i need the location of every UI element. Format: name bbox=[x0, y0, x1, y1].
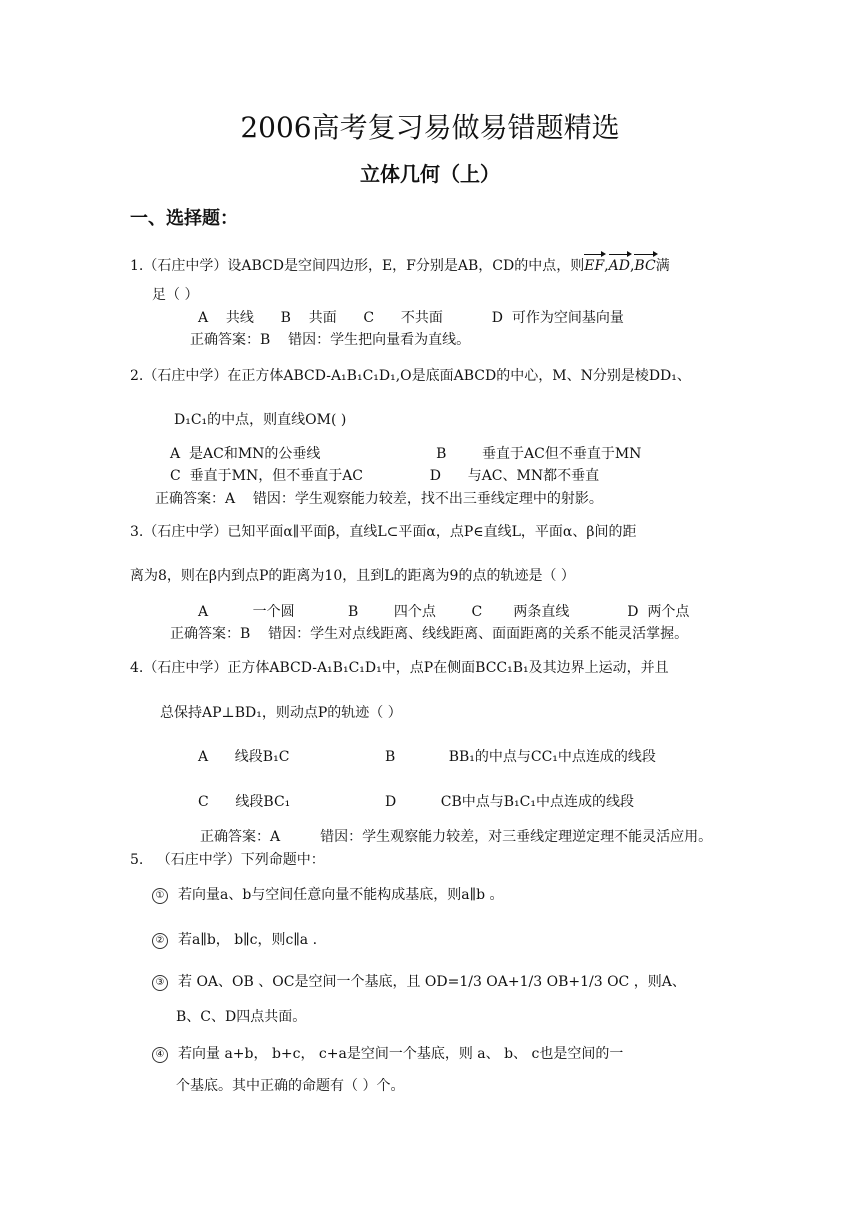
q1-stem-end: 满 bbox=[655, 258, 670, 274]
q5-proposition-3 bbox=[152, 972, 686, 992]
proposition-2-number: ② bbox=[152, 933, 168, 949]
proposition-3-number: ③ bbox=[152, 975, 168, 991]
q3-answer: 正确答案：B 错因：学生对点线距离、线线距离、面面距离的关系不能灵活掌握。 bbox=[170, 626, 689, 642]
q1-answer: 正确答案：B 错因：学生把向量看为直线。 bbox=[190, 332, 471, 348]
q3-stem-cont: 离为8，则在β内到点P的距离为10，且到L的距离为9的点的轨迹是（ ） bbox=[130, 568, 575, 584]
q4-option-a: A 线段B₁C bbox=[198, 749, 290, 765]
proposition-4-number: ④ bbox=[152, 1047, 168, 1063]
document-subtitle: 立体几何（上） bbox=[360, 162, 500, 186]
proposition-1-text: 若向量a、b与空间任意向量不能构成基底，则a∥b 。 bbox=[178, 887, 504, 903]
q4-option-d: D CB中点与B₁C₁中点连成的线段 bbox=[385, 794, 634, 810]
q5-proposition-2 bbox=[152, 930, 317, 950]
q3-stem: 3.（石庄中学）已知平面α∥平面β，直线L⊂平面α，点P∈直线L，平面α、β间的距 bbox=[130, 524, 637, 540]
q3-options: A 一个圆 B 四个点 C 两条直线 D 两个点 bbox=[198, 604, 690, 620]
q4-option-b: B BB₁的中点与CC₁中点连成的线段 bbox=[385, 749, 656, 765]
q1-stem-text: 1.（石庄中学）设ABCD是空间四边形，E，F分别是AB，CD的中点，则 bbox=[130, 258, 585, 274]
q1-options: A 共线 B 共面 C 不共面 D 可作为空间基向量 bbox=[198, 310, 624, 326]
proposition-2-text: 若a∥b， b∥c，则c∥a . bbox=[178, 932, 318, 948]
q4-answer: 正确答案：A 错因：学生观察能力较差，对三垂线定理逆定理不能灵活应用。 bbox=[200, 829, 713, 845]
q5-proposition-4-cont: 个基底。其中正确的命题有（ ）个。 bbox=[176, 1078, 405, 1094]
q2-answer: 正确答案：A 错因：学生观察能力较差，找不出三垂线定理中的射影。 bbox=[155, 491, 603, 507]
q5-proposition-4 bbox=[152, 1044, 623, 1064]
q2-options-row2: C 垂直于MN，但不垂直于AC D 与AC、MN都不垂直 bbox=[170, 468, 600, 484]
q4-stem-cont: 总保持AP⊥BD₁，则动点P的轨迹（ ） bbox=[160, 705, 402, 721]
q1-stem bbox=[130, 253, 670, 276]
q2-stem: 2.（石庄中学）在正方体ABCD-A₁B₁C₁D₁,O是底面ABCD的中心，M、N分别是棱DD₁、 bbox=[130, 368, 691, 384]
proposition-4-text: 若向量 a+b， b+c， c+a是空间一个基底，则 a、 b、 c也是空间的一 bbox=[178, 1046, 624, 1062]
proposition-3-text: 若 OA、OB 、OC是空间一个基底，且 OD=1/3 OA+1/3 OB+1/3 OC ，则A、 bbox=[178, 974, 686, 990]
q5-proposition-1 bbox=[152, 885, 504, 905]
section-heading: 一、选择题： bbox=[130, 208, 238, 229]
q1-stem-cont: 足（ ） bbox=[152, 287, 199, 303]
document-title: 2006高考复习易做易错题精选 bbox=[240, 111, 620, 144]
q2-stem-cont: D₁C₁的中点，则直线OM( ) bbox=[174, 412, 347, 428]
proposition-1-number: ① bbox=[152, 888, 168, 904]
q5-stem: 5. （石庄中学）下列命题中： bbox=[130, 852, 325, 868]
q4-stem: 4.（石庄中学）正方体ABCD-A₁B₁C₁D₁中，点P在侧面BCC₁B₁及其边界上运动，并且 bbox=[130, 660, 669, 676]
q1-vectors: EF,AD,BC bbox=[584, 258, 655, 274]
q4-option-c: C 线段BC₁ bbox=[198, 794, 291, 810]
q5-proposition-3-cont: B、C、D四点共面。 bbox=[176, 1009, 307, 1025]
q2-options-row1: A 是AC和MN的公垂线 B 垂直于AC但不垂直于MN bbox=[170, 446, 642, 462]
